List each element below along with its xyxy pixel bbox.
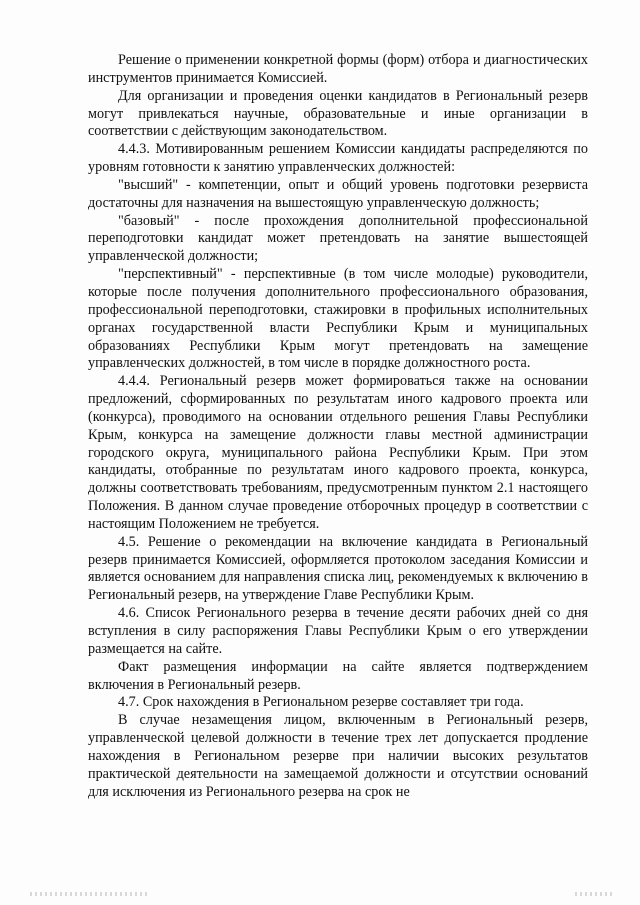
scan-artifact-right	[575, 892, 615, 896]
paragraph-1: Решение о применении конкретной формы (форм) отбора и диагностических инструментов принимается Комиссией.	[88, 52, 588, 86]
paragraph-12: В случае незамещения лицом, включенным в Региональный резерв, управленческой целевой должности в течение трех лет допускается продление нахождения в Региональном резерве при наличии высоких результатов практической деятельности на замещаемой должности и отсутствии оснований для исключения из Регионального резерва на срок не	[88, 712, 588, 800]
document-text	[88, 52, 588, 801]
paragraph-3: 4.4.3. Мотивированным решением Комиссии кандидаты распределяются по уровням готовности к занятию управленческих должностей:	[88, 141, 588, 176]
paragraph-5: "базовый" - после прохождения дополнительной профессиональной переподготовки кандидат может претендовать на занятие вышестоящей управленческой должности;	[88, 212, 588, 265]
paragraph-9: 4.6. Список Регионального резерва в течение десяти рабочих дней со дня вступления в силу распоряжения Главы Республики Крым о его утверждении размещается на сайте.	[88, 605, 588, 657]
paragraph-7: 4.4.4. Региональный резерв может формироваться также на основании предложений, сформированных по результатам иного кадрового проекта или (конкурса), проводимого на основании отдельного решения Главы Республики Крым, конкурса на замещение должности главы местной администрации городского округа, муниципального района Республики Крым. При этом кандидаты, отобранные по результатам иного кадрового проекта, конкурса, должны соответствовать требованиям, предусмотренным пунктом 2.1 настоящего Положения. В данном случае проведение отборочных процедур в соответствии с настоящим Положением не требуется.	[88, 373, 588, 532]
paragraph-2: Для организации и проведения оценки кандидатов в Региональный резерв могут привлекаться научные, образовательные и иные организации в соответствии с действующим законодательством.	[88, 87, 588, 140]
paragraph-6: "перспективный" - перспективные (в том числе молодые) руководители, которые после получения дополнительного профессионального образования, профессиональной переподготовки, стажировки в профильных исполнительных органах государственной власти Республики Крым и муниципальных образованиях Республики Крым могут претендовать на замещение управленческих должностей, в том числе в порядке должностного роста.	[88, 266, 588, 372]
paragraph-10: Факт размещения информации на сайте является подтверждением включения в Региональный резерв.	[88, 658, 588, 693]
paragraph-4: "высший" - компетенции, опыт и общий уровень подготовки резервиста достаточны для назначения на вышестоящую управленческую должность;	[88, 176, 588, 211]
scan-artifact-left	[30, 892, 150, 896]
paragraph-8: 4.5. Решение о рекомендации на включение кандидата в Региональный резерв принимается Комиссией, оформляется протоколом заседания Комиссии и является основанием для направления списка лиц, рекомендуемых к включению в Региональный резерв, на утверждение Главе Республики Крым.	[88, 533, 588, 604]
paragraph-11: 4.7. Срок нахождения в Региональном резерве составляет три года.	[118, 694, 524, 711]
